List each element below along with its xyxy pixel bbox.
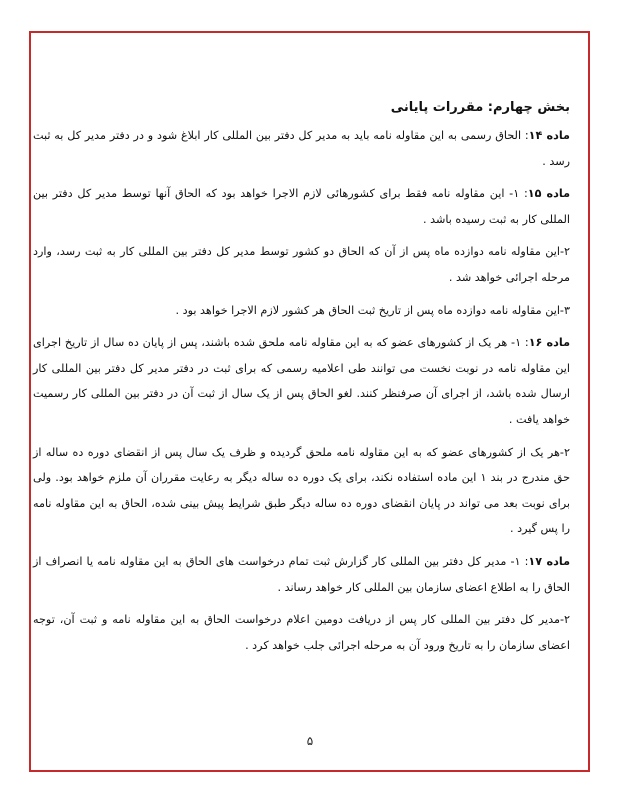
paragraph bbox=[33, 330, 570, 432]
paragraph-text: ۳-این مقاوله نامه دوازده ماه پس از تاریخ ثبت الحاق هر کشور لازم الاجرا خواهد بود . bbox=[175, 303, 570, 317]
paragraph-text: : ۱- مدیر کل دفتر بین المللی کار گزارش ثبت تمام درخواست های الحاق به این مقاوله نامه یا انصراف از الحاق را به اطلاع اعضای سازمان بین المللی کار خواهد رساند . bbox=[33, 554, 570, 594]
paragraph bbox=[33, 440, 570, 542]
article-label: ماده ۱۵ bbox=[527, 187, 571, 201]
article-label: ماده ۱۶ bbox=[528, 336, 570, 350]
paragraph-text: ۲-این مقاوله نامه دوازده ماه پس از آن که الحاق دو کشور توسط مدیر کل دفتر بین المللی کار به ثبت رسد، وارد مرحله اجرائی خواهد شد . bbox=[33, 245, 570, 284]
paragraph bbox=[33, 298, 570, 324]
paragraph bbox=[33, 181, 570, 232]
paragraph bbox=[33, 549, 570, 600]
document-body bbox=[33, 95, 570, 665]
paragraph bbox=[33, 607, 570, 658]
paragraph-text: : ۱- هر یک از کشورهای عضو که به این مقاوله نامه ملحق شده باشند، پس از پایان ده سال از تاریخ اجرای این مقاوله نامه در نوبت نخست می توانند طی اعلامیه رسمی که برای ثبت در دفتر مدیر کل دفتر بین المللی کار ارسال شده باشد، از اجرای آن صرفنظر کنند. لغو الحاق پس از یک سال از ثبت آن در دفتر بین المللی کار رسمیت خواهد یافت . bbox=[33, 336, 570, 426]
page-number: ۵ bbox=[306, 734, 314, 748]
article-label: ماده ۱۷ bbox=[528, 554, 571, 568]
paragraph-text: ۲-مدیر کل دفتر بین المللی کار پس از دریافت دومین اعلام درخواست الحاق به این مقاوله نامه و ثبت آن، توجه اعضای سازمان را به تاریخ ورود آن به مرحله اجرائی جلب خواهد کرد . bbox=[33, 613, 570, 652]
paragraph-text: : ۱- این مقاوله نامه فقط برای کشورهائی لازم الاجرا خواهد بود که الحاق آنها توسط مدیر کل دفتر بین المللی کار به ثبت رسیده باشد . bbox=[33, 187, 570, 226]
paragraph bbox=[33, 123, 570, 174]
paragraph-text: : الحاق رسمی به این مقاوله نامه باید به مدیر کل دفتر بین المللی کار ابلاغ شود و در دفتر مدیر کل به ثبت رسد . bbox=[33, 129, 570, 168]
paragraph-text: ۲-هر یک از کشورهای عضو که به این مقاوله نامه ملحق گردیده و ظرف یک سال پس از انقضای دوره ده ساله از حق مندرج در بند ۱ این ماده استفاده نکند، برای یک دوره ده ساله دیگر به رعایت مقرران آن ملزم خواهد بود. ولی برای نوبت بعد می تواند در پایان انقضای دوره ده ساله دیگر طبق شرایط پیش بینی شده، الحاق به این مقاوله نامه را پس گیرد . bbox=[33, 445, 570, 536]
article-label: ماده ۱۴ bbox=[528, 129, 570, 142]
paragraph bbox=[33, 239, 570, 290]
section-heading: بخش چهارم: مقررات پایانی bbox=[390, 100, 570, 115]
